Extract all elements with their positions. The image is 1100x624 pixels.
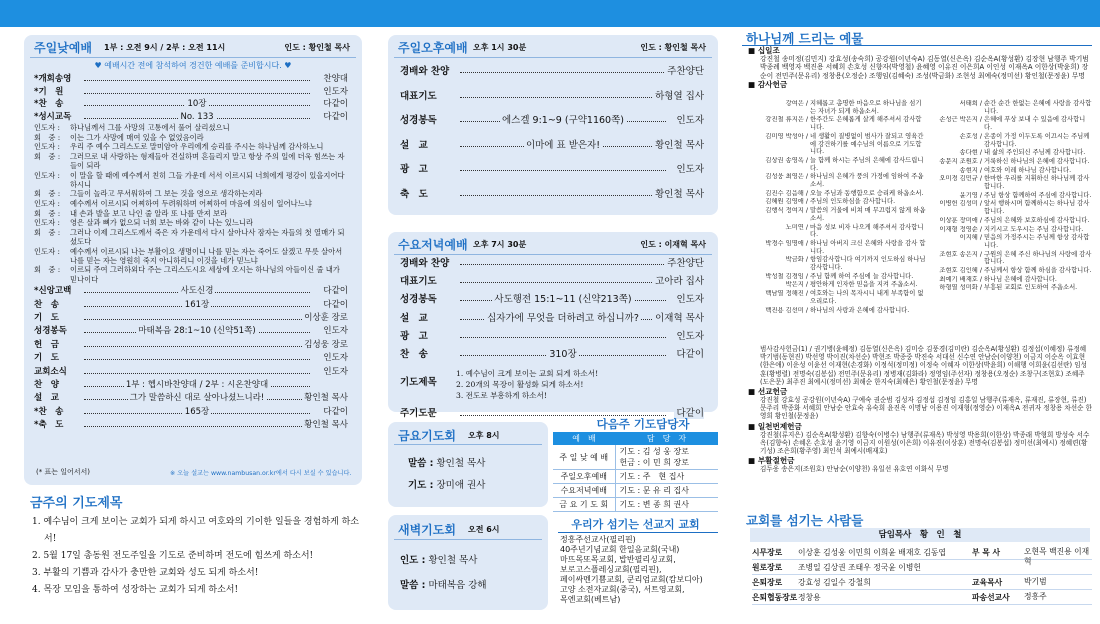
next-week-service: 수요저녁예배 xyxy=(553,484,615,498)
responsive-reading-line: 회 중 : 그러나 이제 그리스도께서 죽은 자 가운데서 다시 살아나사 잠자는 자들의 첫 열매가 되셨도다 xyxy=(34,227,345,246)
order-item-label: 설 교 xyxy=(400,139,428,151)
staff-role-2: 부 목 사 xyxy=(972,548,1001,557)
order-item-person: 인도자 xyxy=(323,86,348,97)
afternoon-title: 주일오후예배 xyxy=(398,41,468,55)
friday-prayer-label: 기도 : xyxy=(408,480,434,491)
dawn-title: 새벽기도회 xyxy=(398,523,456,537)
staff-row xyxy=(752,545,1092,566)
prayer-topics-title: 금주의 기도제목 xyxy=(30,496,123,511)
order-item xyxy=(34,299,348,311)
dawn-leader-label: 인도 : xyxy=(400,555,426,566)
staff-names-2: 정흥주 xyxy=(1024,592,1047,601)
order-item-content: 에스겔 9:1~9 (구약1160쪽) xyxy=(502,115,624,126)
thanks-right-list xyxy=(932,100,1092,293)
wed-prayer-list xyxy=(456,368,598,401)
prayer-topic-item: 4. 목장 모임을 통하여 성장하는 교회가 되게 하소서! xyxy=(32,585,239,595)
thanks-entry: 송현지 / 여호와 이레 하나님 감사합니다. xyxy=(959,166,1072,174)
sunday-worship-panel xyxy=(24,35,362,485)
afternoon-leader: 인도 : 황인철 목사 xyxy=(640,43,706,52)
staff-names-2: 박기범 xyxy=(1024,577,1047,586)
footnote-standing: (* 표는 일어서서) xyxy=(36,468,90,476)
order-item-content: 십자가에 무엇을 더하려고 하십니까? xyxy=(487,312,639,324)
order-item-label: 경배와 찬양 xyxy=(400,66,450,77)
dawn-word-value: 마태복음 강해 xyxy=(428,580,487,591)
thanks-entry: 서태희 / 순간 순간 한없는 은혜에 사랑을 감사합니다. xyxy=(959,100,1092,115)
order-item xyxy=(34,285,348,297)
order-item-person: 인도자 xyxy=(323,326,348,337)
responsive-reading-line: 인도자 : 우리 주 예수 그리스도로 말미암아 우리에게 승리를 주시는 하나님께 감사하노니 xyxy=(34,142,324,152)
order-item-label: 광 고 xyxy=(400,164,428,175)
thanks-entry: 이지혜 / 믿음의 가정주시는 주님께 항상 감사합니다. xyxy=(959,234,1090,249)
next-week-duty: 기도 : 문 유 리 집사 xyxy=(619,486,690,495)
responsive-reading-line: 회 중 : 그러므로 내 사랑하는 형제들아 견실하며 흔들리지 말고 항상 주의 일에 더욱 힘쓰는 자들이 되라 xyxy=(34,151,345,170)
order-item-person: 인도자 xyxy=(323,353,348,364)
thanks-entry: 하형열 성미화 / 부흥된 교회로 인도하여 주옵소서. xyxy=(939,284,1078,292)
sunday-worship-leader: 인도 : 황인철 목사 xyxy=(284,43,350,52)
staff-table xyxy=(752,545,1092,605)
order-item-person: 황인철 목사 xyxy=(655,188,704,200)
order-item xyxy=(34,86,348,98)
order-item xyxy=(34,366,348,378)
order-item-person: 김성웅 장로 xyxy=(304,339,348,350)
order-item xyxy=(400,257,704,271)
staff-names-2: 오현목 백진용 이재혁 xyxy=(1024,547,1090,566)
order-item-content: 165장 xyxy=(184,406,210,417)
next-week-table xyxy=(553,432,718,512)
order-item xyxy=(34,98,348,110)
order-item-label: 찬 송 xyxy=(34,299,59,310)
responsive-reading-line: 인도자 : 영은 살과 뼈가 없으되 너희 보는 바와 같이 나는 있느니라 xyxy=(34,218,253,228)
order-item-content: 310장 xyxy=(549,349,577,360)
responsive-reading-line: 회 중 : 이는 그가 사망에 매여 있을 수 없었음이라 xyxy=(34,132,204,142)
order-item-content: 이마에 표 받은자! xyxy=(525,139,601,151)
responsive-reading-line: 회 중 : 그들이 놀라고 무서워하여 그 보는 것을 영으로 생각하는지라 xyxy=(34,189,263,199)
order-item-label: *기 원 xyxy=(34,86,64,97)
dawn-time: 오전 6시 xyxy=(468,525,500,534)
order-item-label: 성경봉독 xyxy=(34,326,67,337)
worship-banner: ♥ 예배시간 전에 참석하여 경건한 예배를 준비합시다. ♥ xyxy=(94,61,292,70)
thanks-entry: 노미연 / 마음 성보 비자 나으게 해주셔서 감사합니다. xyxy=(785,223,924,239)
order-item-label: *신앙고백 xyxy=(34,286,72,297)
order-item xyxy=(34,73,348,85)
dawn-leader-value: 황인철 목사 xyxy=(428,555,478,566)
prayer-topic-item: 3. 부활의 기쁨과 감사가 충만한 교회와 성도 되게 하소서! xyxy=(32,568,259,578)
order-item-content: 사도신경 xyxy=(180,286,214,297)
thanks-left-list xyxy=(758,100,926,315)
friday-time: 오후 8시 xyxy=(468,431,500,440)
wednesday-worship-panel xyxy=(388,232,718,420)
order-item-label: 대표기도 xyxy=(400,276,437,288)
afternoon-worship-panel xyxy=(388,35,718,215)
order-item-person: 찬양대 xyxy=(323,74,348,84)
order-item-label: 대표기도 xyxy=(400,90,437,102)
wed-prayer-item: 3. 전도로 부흥하게 하소서! xyxy=(456,391,547,401)
order-item-content: No. 133 xyxy=(180,111,214,122)
thanks-entry: 이재형 정영순 / 지키시고 도우시는 주님 감사합니다. xyxy=(939,225,1084,233)
responsive-reading-line: 회 중 : 내 손과 발을 보고 나인 줄 알라 또 나를 만져 보라 xyxy=(34,208,228,218)
responsive-reading-line: 회 중 : 이르되 주여 그러하외다 주는 그리스도시요 세상에 오시는 하나님의 아들이신 줄 내가 믿나이다 xyxy=(34,265,340,284)
dawn-prayer-panel xyxy=(388,515,548,610)
thanks-entry: 이상훈 장미애 / 주님의 은혜와 보호하심에 감사합니다. xyxy=(939,216,1090,224)
missions-list: 정흥주선교사(필리핀) 40주년기념교회 한일음교회(국내) 마뜨목또목교회, 밥반펼리싱교회, 보로고스플레싱교회(필리핀), 페이싸멘기쁨교회, 쿤리엄교회(캄보디아) 고양 소전자교회(중국), 서트영교회, 목엔교회(베트남) xyxy=(560,535,703,604)
responsive-reading-line: 인도자 : 예수께서 이르시되 나는 부활이요 생명이니 나를 믿는 자는 죽어도 살겠고 무릇 살아서 나를 믿는 자는 영원히 죽지 아니하리니 이것을 네가 믿느냐 xyxy=(34,246,343,265)
thanks-entry: 강여은 / 지혜롭고 총명한 마음으로 하나님을 섬기는 자녀가 되게 하옵소서. xyxy=(785,100,922,115)
next-week-service: 주일오후예배 xyxy=(553,470,615,484)
offering-section-head: ■ 일천번제헌금 xyxy=(748,421,802,431)
thanks-entry: 송문지 조원호 / 거룩하신 하나님의 은혜에 감사합니다. xyxy=(939,157,1090,165)
order-item-label: *개회송영 xyxy=(34,74,72,84)
next-week-service: 금 요 기 도 회 xyxy=(553,498,615,512)
order-item-person: 주찬양단 xyxy=(667,66,704,77)
order-item-person: 하형열 집사 xyxy=(655,90,704,102)
friday-prayer-panel xyxy=(388,422,548,507)
next-week-duty: 기도 : 주 현 집사 xyxy=(619,472,685,481)
thanks-entry: 손호성 / 온종이 가정 이두도록 이끄시는 주님께 감사합니다. xyxy=(959,132,1090,148)
order-item-person: 다같이 xyxy=(676,408,704,420)
thanks-entry: 윤기영 / 주님 항상 함께하여 주심에 감사합니다. xyxy=(959,191,1092,199)
order-item xyxy=(400,348,704,362)
next-week-duty: 기도 : 김 성 웅 장로 헌금 : 이 민 희 장로 xyxy=(619,447,690,467)
order-item-label: *찬 송 xyxy=(34,406,64,417)
thanks-entry: 손성근 박은지 / 은혜에 푸상 보내 수 있음에 감사합니다. xyxy=(939,116,1086,132)
responsive-reading-line: 인도자 : 이 말을 할 때에 예수께서 친히 그들 가운데 서서 이르시되 너희에게 평강이 있을지어다 하시니 xyxy=(34,170,345,189)
order-item-person: 인도자 xyxy=(676,330,704,342)
order-item-person: 다같이 xyxy=(323,406,348,417)
thanks-entry: 김혜원 김영애 / 주님의 인도하심을 감사합니다. xyxy=(765,198,896,206)
friday-word-label: 말씀 : xyxy=(408,458,434,469)
offering-section-head: ■ 부활절헌금 xyxy=(748,456,795,466)
offering-section-body: 강진철 강효성 공강원(이년숙A) 구예숙 권순범 김성자 김정섭 김정임 김홍일 남행주(류재옥, 류재진, 류장현, 류진) 문주리 박종화 서혜희 안남순 안효숙 유숙희 윤진옥 이명남 이용진 이재형(정영순) 이재옥A 전귀자 정창용 차선순 한영희 황인철(문정윤) xyxy=(760,396,1092,421)
wed-prayer-label: 기도제목 xyxy=(400,377,437,389)
next-week-title: 다음주 기도담당자 xyxy=(596,417,690,431)
order-item-person: 다같이 xyxy=(676,349,704,360)
order-list xyxy=(34,73,348,513)
staff-names: 이상훈 김성웅 이민희 이희윤 배재호 김동엽 xyxy=(798,548,946,557)
order-item-person: 황인철 목사 xyxy=(304,393,348,404)
order-item xyxy=(34,339,348,351)
order-item-label: 성경봉독 xyxy=(400,294,437,306)
order-item-person: 인도자 xyxy=(676,115,704,126)
staff-role-2: 파송선교사 xyxy=(972,593,1010,602)
next-week-header-service: 예 배 xyxy=(553,432,615,445)
order-item-person: 이상훈 장로 xyxy=(304,313,348,323)
order-item-person: 인도자 xyxy=(676,164,704,175)
order-item-label: 찬 양 xyxy=(34,380,59,390)
offering-section-head: ■ 감사헌금 xyxy=(748,80,788,90)
order-item xyxy=(400,163,704,177)
order-item-person: 황인철 목사 xyxy=(655,139,704,151)
order-item-label: 경배와 찬양 xyxy=(400,258,450,269)
staff-role-2: 교육목사 xyxy=(972,578,1003,587)
thanks-entry: 김성웅 최영은 / 하나님의 은혜가 풍의 가정에 임하여 주옵소서. xyxy=(765,173,924,189)
next-week-row xyxy=(553,470,718,484)
order-item-person: 인도자 xyxy=(323,366,348,377)
wednesday-title: 수요저녁예배 xyxy=(398,238,468,252)
sunday-worship-title: 주일낮예배 xyxy=(34,41,92,55)
thanks-entry: 조현호 김인혜 / 주님께서 항상 함께 하심을 감사합니다. xyxy=(939,267,1092,275)
order-item-content: 1부 : 헵시바찬양대 / 2부 : 시온찬양대 xyxy=(125,380,269,390)
staff-names: 조병일 김상권 조태우 정국윤 이병헌 xyxy=(798,563,921,572)
offering-section-head: ■ 십일조 xyxy=(748,46,780,55)
prayer-topic-item: 1. 예수님이 크게 보이는 교회가 되게 하시고 여호와의 기이한 일들을 경험하게 하소서! xyxy=(32,517,359,544)
offering-section-body: 강진철 송미정(김민지) 강효성(송숙희) 공강원(이년숙A) 김동열(신은옥) 김순옥A(황성환) 김장현 남행주 박기범 박종례 백영자 백진용 서혜희 손호성 신향자(박영철) 윤혜영 이유진 이은희A 이인성 이재옥A 이한상(박윤희) 장순이 전민주(문유리) 정창용(오정순) 조행임(김혜숙) 조성(박금화) 조현성 최예숙(정미선) 황인철(문정윤) 무명 xyxy=(760,55,1089,80)
order-item-label: *찬 송 xyxy=(34,99,64,109)
order-item xyxy=(400,188,704,202)
thanks-entry: 조현호 송은지 / 구원의 은혜 주신 하나님의 사랑에 감사합니다. xyxy=(939,250,1092,266)
order-item xyxy=(400,330,704,344)
friday-prayer-value: 장미애 권사 xyxy=(436,480,486,491)
order-item-label: 설 교 xyxy=(400,312,428,324)
order-item-person: 다같이 xyxy=(323,99,348,109)
tithe-section xyxy=(748,46,1092,89)
thanks-entry: 오미경 김민규 / 한마한 우리를 지휘하신 하나님께 감사합니다. xyxy=(939,175,1090,191)
thanks-entry: 김행식 정여지 / 말씀의 거울에 비쳐 매 무끄럽지 않게 하옵소서. xyxy=(765,207,926,222)
offering-section-body: 강진철(류지은) 김순옥A(황성환) 김향숙(이병수) 남행주(류재옥) 박성영 박용희(이한상) 박종래 박형희 방성숙 서수옥(김향숙) 손혜온 손호성 윤기영 이금지 이원성(이은희) 이유진(이상훈) 전명숙(김봉섭) 정미선(최예시) 정혜련(황기성) 조은희(황주영) 최인석 최예시(배재호) xyxy=(760,430,1090,456)
staff-row xyxy=(752,575,1092,590)
wed-prayer-item: 2. 20개의 목장이 활성화 되게 하소서! xyxy=(456,380,584,390)
thanks-entry: 박성철 김경임 / 주님 함께 하여 주심에 늘 감사합니다. xyxy=(765,272,914,280)
missions-title: 우리가 섬기는 선교지 교회 xyxy=(571,518,700,531)
thanks-entry: 김진수 김음해 / 오늘 주님과 동행함으로 승리케 하옵소서. xyxy=(765,189,924,197)
top-banner xyxy=(0,0,1100,27)
order-item xyxy=(34,312,348,324)
offering-section-head: ■ 선교헌금 xyxy=(748,387,788,397)
thanks-entry: 박금화 / 항임감사합니다 여기까지 인도하심 하나님 감사합니다. xyxy=(785,256,926,272)
footnote-sermon-online: ※ 오늘 설교는 www.nambusan.or.kr에서 다시 보실 수 있습니다. xyxy=(170,470,352,477)
staff-row xyxy=(752,590,1092,605)
order-item-content: 161장 xyxy=(184,299,210,310)
staff-role: 은퇴장로 xyxy=(752,578,783,587)
dawn-word-label: 말씀 : xyxy=(400,580,426,591)
wednesday-order xyxy=(400,257,704,420)
wed-prayer-item: 1. 예수님이 크게 보이는 교회 되게 하소서! xyxy=(456,369,599,379)
staff-role: 시무장로 xyxy=(752,548,783,557)
staff-role: 원로장로 xyxy=(752,563,783,572)
order-item xyxy=(34,392,348,404)
staff-names: 정창용 xyxy=(798,593,821,602)
order-item-person: 이재혁 목사 xyxy=(655,312,704,324)
order-item xyxy=(34,379,348,391)
prayer-topics-list xyxy=(32,514,362,599)
sunday-worship-times: 1부 : 오전 9시 / 2부 : 오전 11시 xyxy=(104,43,226,52)
order-item-label: 성경봉독 xyxy=(400,115,437,126)
order-item xyxy=(34,111,348,123)
offering-section-body: 범사감사헌금(1) / 권기병(윤혜정) 김동열(신은옥) 김미승 김풍경(김미란) 김순옥A(황성환) 김정섭(이혜정) 류정혜 박기범(동현진) 박선영 박이진(차선순) 박현조 박종중 박진숙 서대선 신수연 안남순(이양천) 이금지 이순옥 이효현(한은애) 이운성 이윤선 이재현(손경화) 이정석(정미정) 이정숙 이혜자 이한상(박윤희) 이해행 이희윤(김선란) 임성훈(황병렬) 전명숙(김봉섭) 전민주(문유리) 정병재(김화라) 정영임(주선자) 정창용(오정순) 조창구(조현호) 조혜주(도은문) 최주진 최예시(정미선) 최해순 한지숙(최해은) 황인철(문정윤) 무명 xyxy=(760,345,1087,386)
offerings-title: 하나님께 드리는 예물 xyxy=(746,31,864,46)
order-item-label: 찬 송 xyxy=(400,349,428,360)
order-item-label: 광 고 xyxy=(400,330,428,342)
responsive-reading-line: 인도자 : 예수께서 이르시되 어찌하여 두려워하며 어찌하여 마음에 의심이 일어나느냐 xyxy=(34,199,312,208)
order-item xyxy=(34,406,348,418)
next-week-header-duty: 담 당 자 xyxy=(615,432,718,445)
order-item xyxy=(400,293,704,307)
order-item-label: 축 도 xyxy=(400,188,428,200)
order-item-person: 인도자 xyxy=(676,294,704,306)
afternoon-order xyxy=(400,65,704,215)
order-item-person: 다같이 xyxy=(323,111,348,122)
order-item-person: 고아라 집사 xyxy=(655,276,704,288)
order-item-content: 마태복음 28:1~10 (신약51쪽) xyxy=(138,326,256,337)
order-item xyxy=(34,352,348,364)
friday-word-value: 황인철 목사 xyxy=(436,458,486,469)
staff-row xyxy=(752,560,1092,575)
order-item xyxy=(34,325,348,337)
order-item-label: *축 도 xyxy=(34,420,64,431)
order-item-person: 다같이 xyxy=(323,286,348,297)
order-item-label: 교회소식 xyxy=(34,366,67,377)
thanks-entry: 최예기 배재호 / 하나님 은혜에 감사합니다. xyxy=(939,275,1057,283)
thanks-entry: 박경수 임명애 / 하나님 아버지 크신 은혜와 사랑을 감사 합니다. xyxy=(765,239,926,255)
next-week-row xyxy=(553,484,718,498)
order-item xyxy=(400,90,704,104)
order-item-label: 주기도문 xyxy=(400,408,437,420)
other-offerings xyxy=(748,345,1092,473)
thanks-entry: 백진용 김선미 / 하나님의 사랑과 은혜에 감사합니다. xyxy=(765,306,910,314)
thanks-entry: 이병헌 김성미 / 앞서 행하시며 함께하시는 하나님 감사합니다. xyxy=(939,200,1090,216)
order-item-content: 그가 말씀하신 대로 살아나셨느니라! xyxy=(129,393,265,404)
friday-title: 금요기도회 xyxy=(398,429,456,443)
next-week-service: 주 일 낮 예 배 xyxy=(553,445,615,470)
order-item-label: 기 도 xyxy=(34,353,59,364)
staff-role: 은퇴협동장로 xyxy=(752,593,798,602)
next-week-duty: 기도 : 변 종 희 권사 xyxy=(619,500,690,509)
next-week-row xyxy=(553,445,718,470)
next-week-row xyxy=(553,498,718,512)
order-item xyxy=(400,65,704,79)
order-item-label: *성시교독 xyxy=(34,111,72,122)
order-item-person: 주찬양단 xyxy=(667,258,704,269)
order-item xyxy=(400,114,704,128)
staff-title: 교회를 섬기는 사람들 xyxy=(746,513,864,528)
order-item-label: 설 교 xyxy=(34,393,59,404)
order-item xyxy=(400,275,704,289)
order-item xyxy=(34,419,348,431)
responsive-reading-line: 인도자 : 하나님께서 그를 사망의 고통에서 풀어 살리셨으니 xyxy=(34,123,230,132)
offering-section-body: 김두웅 송은지(조원호) 안남순(이양천) 유일선 유호연 이화식 무명 xyxy=(760,465,949,474)
order-item-person: 황인철 목사 xyxy=(304,420,348,431)
senior-pastor: 담임목사 황 인 철 xyxy=(750,528,1090,542)
staff-names: 강효성 김일수 강철희 xyxy=(798,578,871,587)
thanks-entry: 김미영 박성아 / 네 생활이 질병없이 범사가 잘되고 영육간에 강건하기를 예수님의 이름으로 기도합니다. xyxy=(765,132,924,156)
order-item-person: 다같이 xyxy=(323,299,348,310)
thanks-entry: 백남열 정해진 / 여호와는 나의 목자시니 내게 부족함이 없으리로다. xyxy=(765,290,924,305)
thanks-entry: 송다현 / 내 삶의 주인되신 주님께 감사합니다. xyxy=(959,149,1086,157)
wednesday-time: 오후 7시 30분 xyxy=(473,240,527,249)
order-item-label: 헌 금 xyxy=(34,339,59,350)
order-item xyxy=(400,139,704,153)
thanks-entry: 김상권 송영옥 / 늘 함께 하시는 주님의 은혜에 감사드립니다. xyxy=(765,156,924,172)
afternoon-time: 오후 1시 30분 xyxy=(473,43,527,52)
thanks-entry: 강진철 류지은 / 한주간도 은혜롭게 살게 해주셔서 감사합니다. xyxy=(765,116,922,132)
order-item-content: 사도행전 15:1~11 (신약213쪽) xyxy=(494,294,632,306)
prayer-topic-item: 2. 5월 17일 총동원 전도주일을 기도로 준비하며 전도에 힘쓰게 하소서! xyxy=(32,551,314,561)
order-item xyxy=(400,312,704,326)
wednesday-leader: 인도 : 이재혁 목사 xyxy=(640,240,706,249)
order-item-label: 기 도 xyxy=(34,313,59,323)
thanks-entry: 박은지 / 평안하게 인자한 믿음을 지켜 주옵소서. xyxy=(785,281,918,289)
order-item-content: 10장 xyxy=(187,99,207,109)
